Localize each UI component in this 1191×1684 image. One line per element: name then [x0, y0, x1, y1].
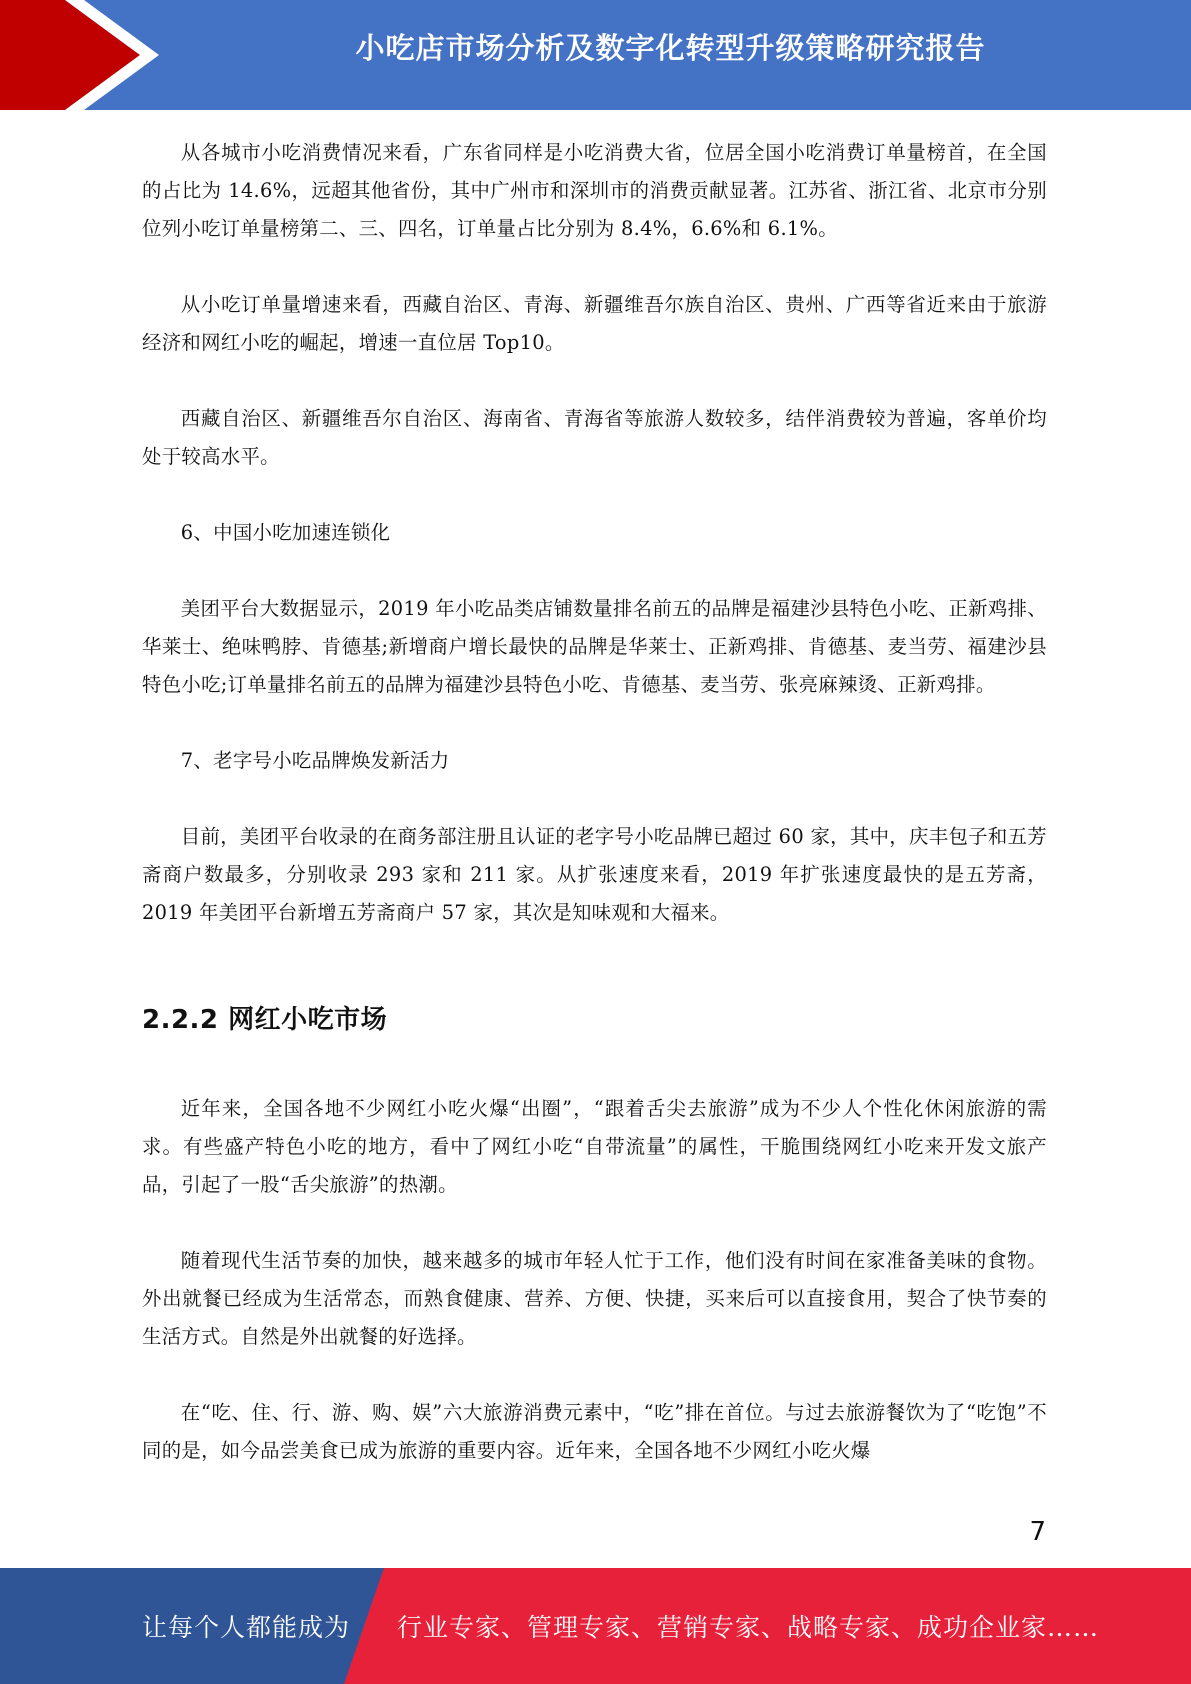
header-chevron-decoration	[0, 0, 160, 110]
page-number: 7	[1029, 1517, 1046, 1547]
footer-slogan-right: 行业专家、管理专家、营销专家、战略专家、成功企业家……	[397, 1613, 1100, 1642]
paragraph-lifestyle-pace: 随着现代生活节奏的加快，越来越多的城市年轻人忙于工作，他们没有时间在家准备美味的食物。外出就餐已经成为生活常态，而熟食健康、营养、方便、快捷，买来后可以直接食用，契合了快节奏的生活方式。自然是外出就餐的好选择。	[142, 1249, 1047, 1348]
paragraph-heritage-brands: 目前，美团平台收录的在商务部注册且认证的老字号小吃品牌已超过 60 家，其中，庆丰包子和五芳斋商户数最多，分别收录 293 家和 211 家。从扩张速度来看，2019 年扩张速度最快的是五芳斋，2019 年美团平台新增五芳斋商户 57 家，其次是知味观和大福来。	[142, 825, 1047, 924]
page-header	[0, 0, 1191, 110]
paragraph-average-order-value: 西藏自治区、新疆维吾尔自治区、海南省、青海省等旅游人数较多，结伴消费较为普遍，客单价均处于较高水平。	[142, 407, 1047, 468]
subheading-chain-expansion: 6、中国小吃加速连锁化	[180, 521, 391, 544]
paragraph-internet-famous-snacks: 近年来，全国各地不少网红小吃火爆“出圈”，“跟着舌尖去旅游”成为不少人个性化休闲旅游的需求。有些盛产特色小吃的地方，看中了网红小吃“自带流量”的属性，干脆围绕网红小吃来开发文旅产品，引起了一股“舌尖旅游”的热潮。	[142, 1097, 1047, 1196]
paragraph-brand-ranking: 美团平台大数据显示，2019 年小吃品类店铺数量排名前五的品牌是福建沙县特色小吃、正新鸡排、华莱士、绝味鸭脖、肯德基;新增商户增长最快的品牌是华莱士、正新鸡排、肯德基、麦当劳、福建沙县特色小吃;订单量排名前五的品牌为福建沙县特色小吃、肯德基、麦当劳、张亮麻辣烫、正新鸡排。	[142, 597, 1047, 696]
subheading-heritage-brands: 7、老字号小吃品牌焕发新活力	[180, 749, 450, 772]
paragraph-city-consumption: 从各城市小吃消费情况来看，广东省同样是小吃消费大省，位居全国小吃消费订单量榜首，在全国的占比为 14.6%，远超其他省份，其中广州市和深圳市的消费贡献显著。江苏省、浙江省、北京市分别位列小吃订单量榜第二、三、四名，订单量占比分别为 8.4%，6.6%和 6.1%。	[142, 141, 1047, 240]
paragraph-food-tourism: 在“吃、住、行、游、购、娱”六大旅游消费元素中，“吃”排在首位。与过去旅游餐饮为了“吃饱”不同的是，如今品尝美食已成为旅游的重要内容。近年来，全国各地不少网红小吃火爆	[142, 1401, 1047, 1462]
document-title: 小吃店市场分析及数字化转型升级策略研究报告	[355, 31, 986, 65]
paragraph-order-growth: 从小吃订单量增速来看，西藏自治区、青海、新疆维吾尔族自治区、贵州、广西等省近来由于旅游经济和网红小吃的崛起，增速一直位居 Top10。	[142, 293, 1047, 354]
section-heading: 2.2.2 网红小吃市场	[142, 1005, 388, 1035]
page-footer	[0, 1568, 1191, 1684]
footer-slogan-left: 让每个人都能成为	[142, 1613, 351, 1642]
document-body	[142, 134, 1047, 1470]
